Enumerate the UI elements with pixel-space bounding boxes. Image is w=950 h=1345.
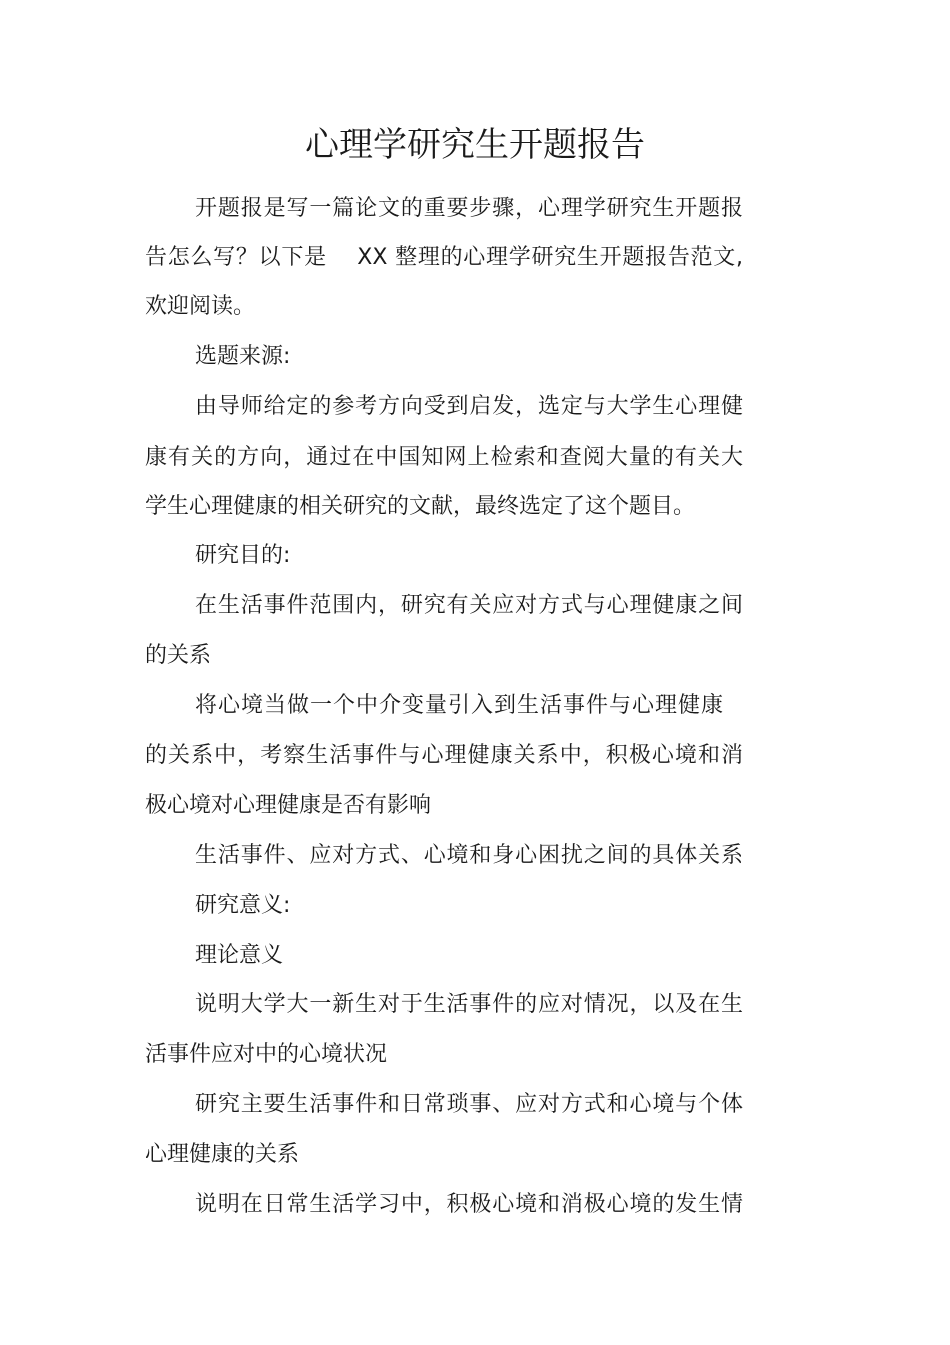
paragraph-line: 康有关的方向，通过在中国知网上检索和查阅大量的有关大: [145, 445, 743, 470]
document-title: 心理学研究生开题报告: [305, 125, 645, 165]
paragraph-line: 将心境当做一个中介变量引入到生活事件与心理健康: [195, 693, 723, 718]
section-heading: 选题来源:: [195, 344, 291, 369]
paragraph-line: 的关系中，考察生活事件与心理健康关系中，积极心境和消: [145, 743, 743, 768]
paragraph-line: 由导师给定的参考方向受到启发，选定与大学生心理健: [195, 394, 743, 419]
paragraph-line: 说明大学大一新生对于生活事件的应对情况，以及在生: [195, 992, 743, 1017]
paragraph-line: 研究主要生活事件和日常琐事、应对方式和心境与个体: [195, 1092, 743, 1117]
paragraph-line: 开题报是写一篇论文的重要步骤，心理学研究生开题报: [195, 196, 743, 221]
paragraph-line: 极心境对心理健康是否有影响: [145, 793, 432, 818]
paragraph-line: 生活事件、应对方式、心境和身心困扰之间的具体关系: [195, 843, 743, 868]
paragraph-line: 的关系: [145, 643, 212, 668]
paragraph-line: 在生活事件范围内，研究有关应对方式与心理健康之间: [195, 593, 743, 618]
paragraph-line: 欢迎阅读。: [145, 294, 256, 319]
section-heading: 研究目的:: [195, 543, 291, 568]
paragraph-line: 说明在日常生活学习中，积极心境和消极心境的发生情: [195, 1192, 743, 1217]
paragraph-line: 活事件应对中的心境状况: [145, 1042, 388, 1067]
paragraph-line: 告怎么写？以下是 XX 整理的心理学研究生开题报告范文,: [145, 245, 743, 270]
subsection-heading: 理论意义: [195, 943, 284, 968]
paragraph-line: 学生心理健康的相关研究的文献，最终选定了这个题目。: [145, 494, 696, 519]
section-heading: 研究意义:: [195, 893, 291, 918]
paragraph-line: 心理健康的关系: [145, 1142, 300, 1167]
